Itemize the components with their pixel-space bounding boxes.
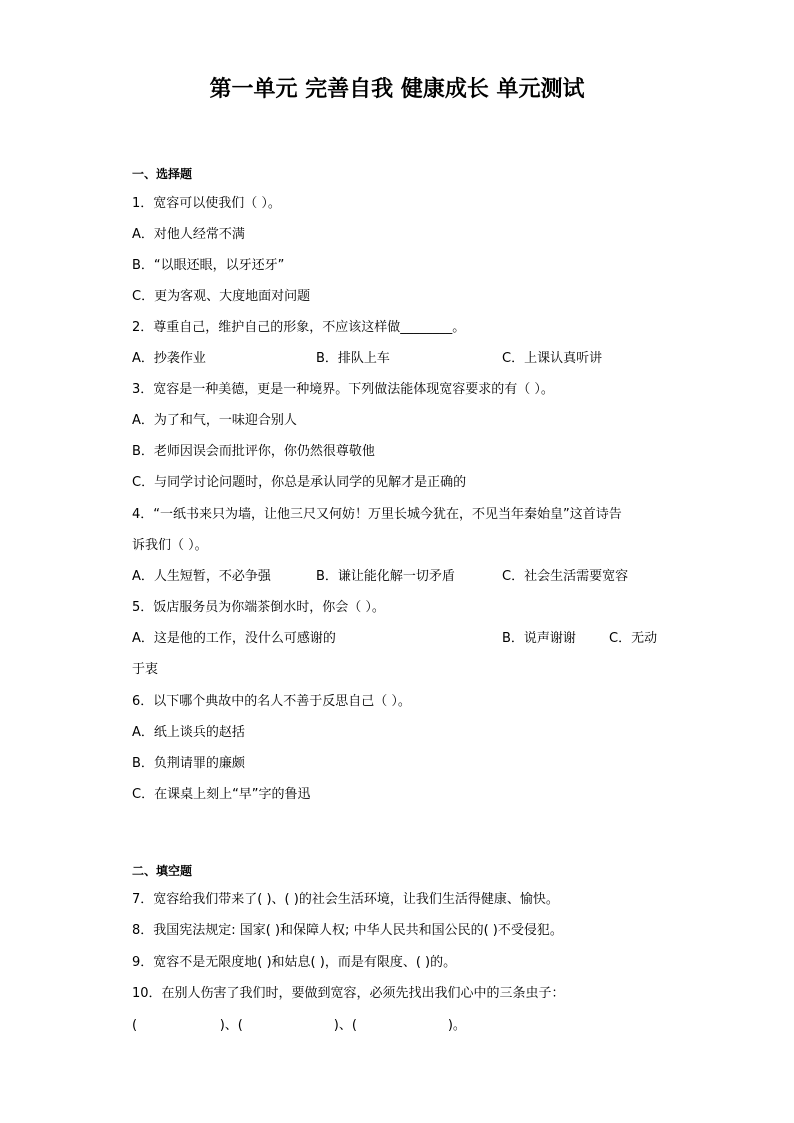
question-3-option-b: B．老师因误会而批评你，你仍然很尊敬他 bbox=[132, 444, 375, 459]
question-2-stem: 2．尊重自己，维护自己的形象，不应该这样做________。 bbox=[132, 320, 466, 335]
question-5-option-c-part1: C．无动 bbox=[609, 631, 658, 646]
question-7: 7．宽容给我们带来了( )、( )的社会生活环境，让我们生活得健康、愉快。 bbox=[132, 892, 559, 907]
question-6-option-c: C．在课桌上刻上“早”字的鲁迅 bbox=[132, 787, 311, 802]
question-1-option-c: C．更为客观、大度地面对问题 bbox=[132, 289, 311, 304]
question-1-option-a: A．对他人经常不满 bbox=[132, 227, 245, 242]
question-1-stem: 1．宽容可以使我们（ ）。 bbox=[132, 196, 281, 211]
question-4-stem-line2: 诉我们（ ）。 bbox=[132, 538, 208, 553]
question-6-stem: 6．以下哪个典故中的名人不善于反思自己（ ）。 bbox=[132, 694, 411, 709]
question-5-option-c-part2: 于衷 bbox=[132, 662, 159, 677]
question-2-option-c: C．上课认真听讲 bbox=[502, 351, 603, 366]
section-heading-choice: 一、选择题 bbox=[132, 167, 193, 181]
question-10-blanks: ( )、( )、( )。 bbox=[132, 1018, 466, 1033]
question-8: 8．我国宪法规定: 国家( )和保障人权; 中华人民共和国公民的( )不受侵犯。 bbox=[132, 923, 563, 938]
question-5-option-b: B．说声谢谢 bbox=[502, 631, 576, 646]
question-5-option-a: A．这是他的工作，没什么可感谢的 bbox=[132, 631, 336, 646]
question-9: 9．宽容不是无限度地( )和姑息( )，而是有限度、( )的。 bbox=[132, 955, 457, 970]
page-title: 第一单元 完善自我 健康成长 单元测试 bbox=[209, 76, 585, 102]
question-1-option-b: B．“以眼还眼，以牙还牙” bbox=[132, 258, 285, 273]
question-2-option-b: B．排队上车 bbox=[316, 351, 390, 366]
question-3-option-a: A．为了和气，一味迎合别人 bbox=[132, 413, 297, 428]
question-3-stem: 3．宽容是一种美德，更是一种境界。下列做法能体现宽容要求的有（ ）。 bbox=[132, 382, 554, 397]
question-6-option-a: A．纸上谈兵的赵括 bbox=[132, 725, 245, 740]
question-6-option-b: B．负荆请罪的廉颇 bbox=[132, 756, 245, 771]
question-4-option-b: B．谦让能化解一切矛盾 bbox=[316, 569, 455, 584]
question-4-option-a: A．人生短暂，不必争强 bbox=[132, 569, 271, 584]
question-5-stem: 5．饭店服务员为你端茶倒水时，你会（ ）。 bbox=[132, 600, 385, 615]
question-3-option-c: C．与同学讨论问题时，你总是承认同学的见解才是正确的 bbox=[132, 475, 467, 490]
question-10-stem: 10．在别人伤害了我们时，要做到宽容，必须先找出我们心中的三条虫子： bbox=[132, 986, 565, 1001]
question-4-option-c: C．社会生活需要宽容 bbox=[502, 569, 629, 584]
section-heading-fill: 二、填空题 bbox=[132, 864, 193, 878]
question-4-stem-line1: 4．“一纸书来只为墙，让他三尺又何妨！万里长城今犹在，不见当年秦始皇”这首诗告 bbox=[132, 507, 622, 522]
question-2-option-a: A．抄袭作业 bbox=[132, 351, 206, 366]
